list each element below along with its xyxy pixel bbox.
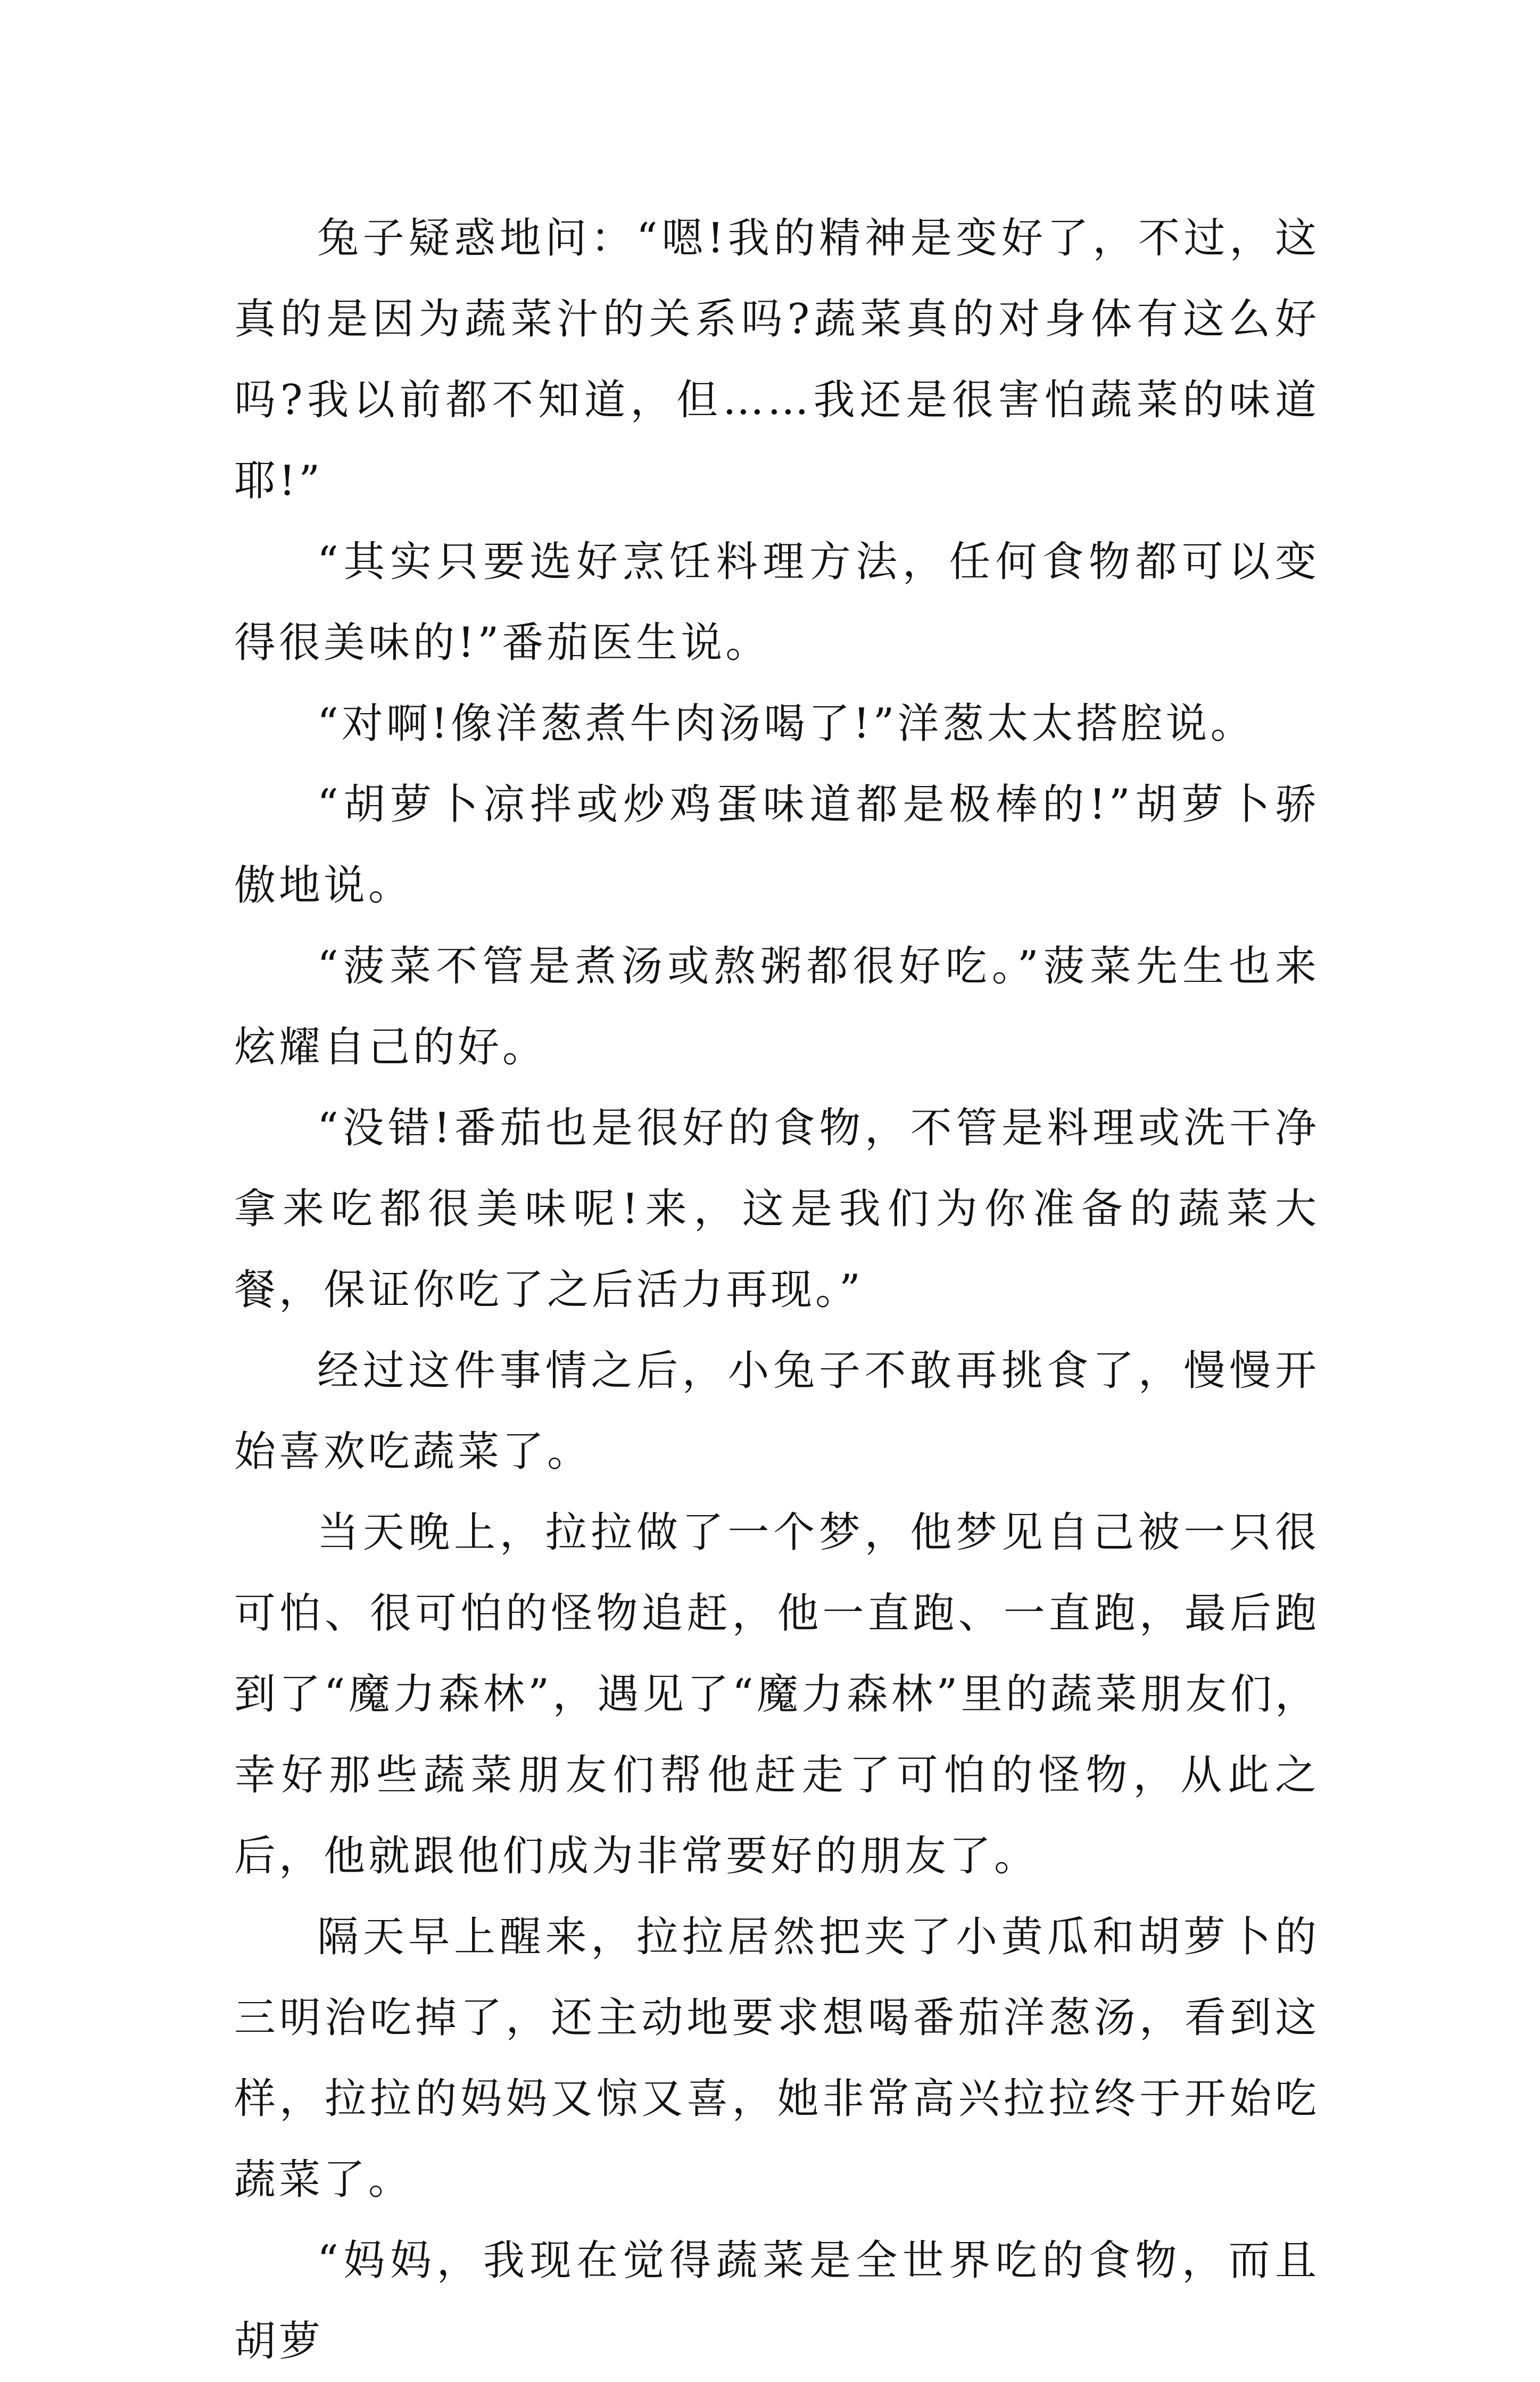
paragraph: “其实只要选好烹饪料理方法，任何食物都可以变得很美味的!”番茄医生说。 bbox=[234, 538, 1320, 667]
paragraph: “胡萝卜凉拌或炒鸡蛋味道都是极棒的!”胡萝卜骄傲地说。 bbox=[234, 781, 1320, 909]
paragraph: 经过这件事情之后，小兔子不敢再挑食了，慢慢开始喜欢吃蔬菜了。 bbox=[234, 1347, 1320, 1476]
body-text bbox=[234, 198, 1320, 2382]
paragraph: 隔天早上醒来，拉拉居然把夹了小黄瓜和胡萝卜的三明治吃掉了，还主动地要求想喝番茄洋葱汤，看到这样，拉拉的妈妈又惊又喜，她非常高兴拉拉终于开始吃蔬菜了。 bbox=[234, 1913, 1320, 2204]
paragraph: “妈妈，我现在觉得蔬菜是全世界吃的食物，而且胡萝 bbox=[234, 2237, 1320, 2366]
paragraph: 当天晚上，拉拉做了一个梦，他梦见自己被一只很可怕、很可怕的怪物追赶，他一直跑、一直跑，最后跑到了“魔力森林”，遇见了“魔力森林”里的蔬菜朋友们，幸好那些蔬菜朋友们帮他赶走了可怕的怪物，从此之后，他就跟他们成为非常要好的朋友了。 bbox=[234, 1509, 1320, 1880]
paragraph: “没错!番茄也是很好的食物，不管是料理或洗干净拿来吃都很美味呢!来，这是我们为你准备的蔬菜大餐，保证你吃了之后活力再现。” bbox=[234, 1104, 1320, 1314]
paragraph: “菠菜不管是煮汤或熬粥都很好吃。”菠菜先生也来炫耀自己的好。 bbox=[234, 942, 1320, 1071]
paragraph: “对啊!像洋葱煮牛肉汤喝了!”洋葱太太搭腔说。 bbox=[317, 700, 1255, 748]
paragraph: 兔子疑惑地问：“嗯!我的精神是变好了，不过，这真的是因为蔬菜汁的关系吗?蔬菜真的对身体有这么好吗?我以前都不知道，但……我还是很害怕蔬菜的味道耶!” bbox=[234, 214, 1320, 505]
